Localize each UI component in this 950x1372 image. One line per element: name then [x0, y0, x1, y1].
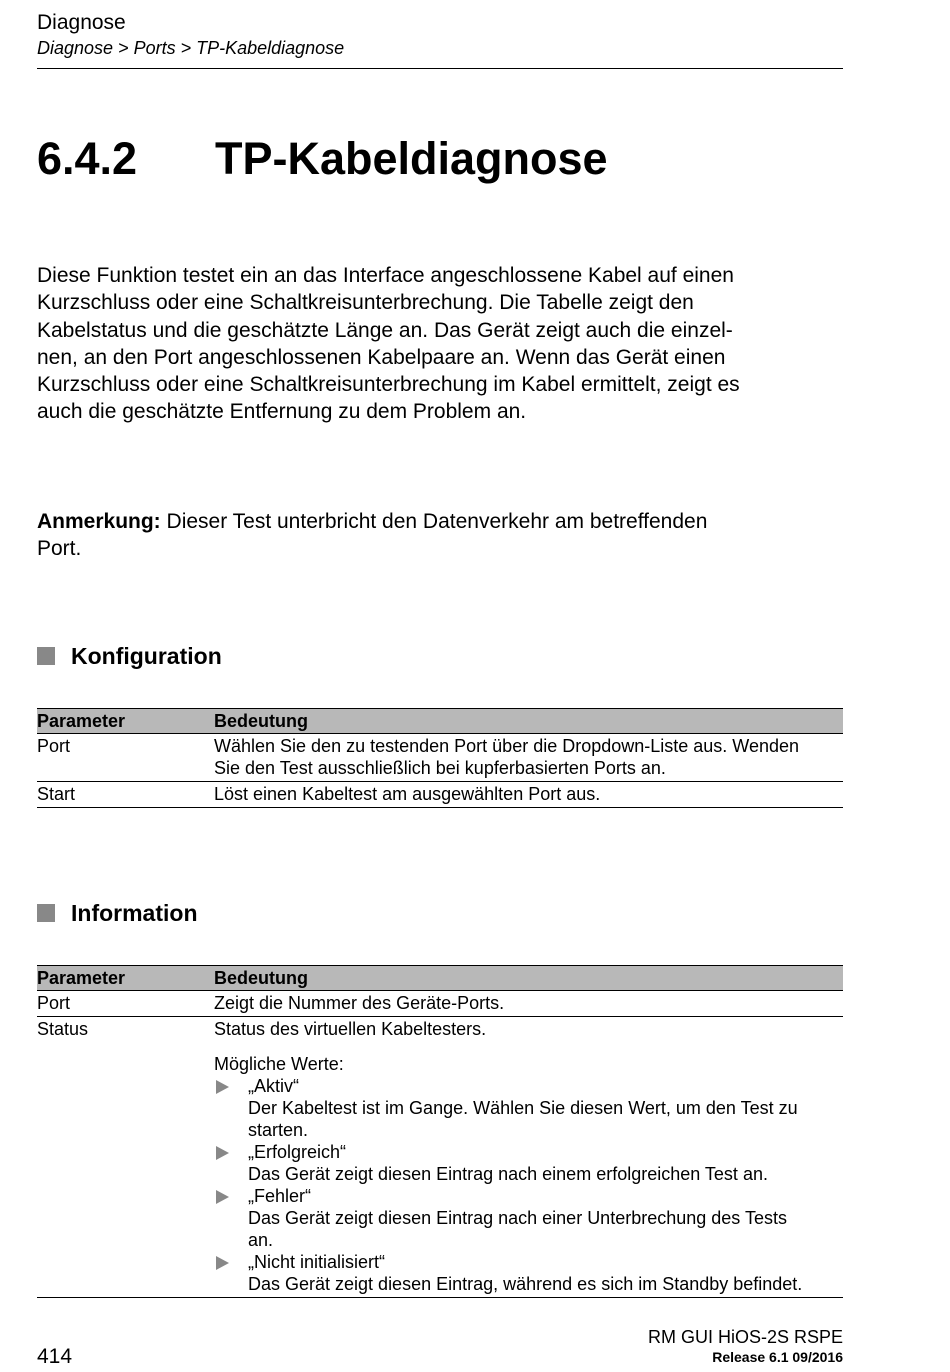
column-header-parameter: Parameter — [37, 709, 214, 734]
square-bullet-icon — [37, 904, 55, 922]
parameter-cell: Port — [37, 734, 214, 782]
list-item — [214, 1251, 843, 1295]
value-description: Das Gerät zeigt diesen Eintrag nach einem erfolgreichen Test an. — [248, 1164, 768, 1184]
triangle-bullet-icon — [216, 1146, 229, 1160]
intro-line: Diese Funktion testet ein an das Interface angeschlossene Kabel auf einen — [37, 264, 734, 287]
bedeutung-line: Sie den Test ausschließlich bei kupferbasierten Ports an. — [214, 758, 666, 778]
value-name: „Fehler“ — [248, 1186, 312, 1206]
bedeutung-cell — [214, 1017, 843, 1298]
note-label: Anmerkung: — [37, 510, 161, 533]
parameter-cell: Start — [37, 782, 214, 808]
list-item — [214, 1185, 843, 1251]
column-header-bedeutung: Bedeutung — [214, 966, 843, 991]
bedeutung-cell — [214, 734, 843, 782]
table-row — [37, 1017, 843, 1298]
page-number: 414 — [37, 1345, 73, 1368]
table-header-row — [37, 966, 843, 991]
konfiguration-table — [37, 708, 843, 808]
information-table — [37, 965, 843, 1298]
triangle-bullet-icon — [216, 1190, 229, 1204]
table-row — [37, 734, 843, 782]
information-heading-label: Information — [71, 900, 198, 926]
list-item — [214, 1075, 843, 1141]
note-text: Dieser Test unterbricht den Datenverkehr am betreffenden — [160, 510, 708, 533]
bedeutung-line: Wählen Sie den zu testenden Port über die Dropdown-Liste aus. Wenden — [214, 736, 800, 756]
header-divider — [37, 68, 843, 69]
table-row — [37, 782, 843, 808]
konfiguration-heading — [37, 643, 222, 670]
intro-line: Kurzschluss oder eine Schaltkreisunterbrechung. Die Tabelle zeigt den — [37, 291, 694, 315]
release-info: Release 6.1 09/2016 — [712, 1349, 843, 1365]
intro-paragraph — [37, 262, 843, 426]
value-description: Das Gerät zeigt diesen Eintrag nach einer Unterbrechung des Tests — [248, 1208, 787, 1228]
section-title: TP-Kabeldiagnose — [215, 133, 608, 184]
column-header-bedeutung: Bedeutung — [214, 709, 843, 734]
intro-line: Kurzschluss oder eine Schaltkreisunterbrechung im Kabel ermittelt, zeigt es — [37, 373, 740, 397]
table-header-row — [37, 709, 843, 734]
possible-values-label: Mögliche Werte: — [214, 1054, 344, 1074]
konfiguration-heading-label: Konfiguration — [71, 643, 222, 669]
information-heading — [37, 900, 198, 927]
section-heading — [37, 133, 608, 185]
value-description: an. — [248, 1230, 274, 1250]
bedeutung-cell: Zeigt die Nummer des Geräte-Ports. — [214, 991, 843, 1017]
breadcrumb: Diagnose > Ports > TP-Kabeldiagnose — [37, 38, 345, 58]
bedeutung-cell: Löst einen Kabeltest am ausgewählten Port aus. — [214, 782, 843, 808]
triangle-bullet-icon — [216, 1080, 229, 1094]
triangle-bullet-icon — [216, 1256, 229, 1270]
note-text: Port. — [37, 537, 82, 561]
value-description: starten. — [248, 1120, 309, 1140]
status-description: Status des virtuellen Kabeltesters. — [214, 1019, 487, 1039]
note-paragraph — [37, 508, 843, 563]
value-name: „Aktiv“ — [248, 1076, 299, 1096]
square-bullet-icon — [37, 647, 55, 665]
value-description: Der Kabeltest ist im Gange. Wählen Sie diesen Wert, um den Test zu — [248, 1098, 798, 1118]
list-item — [214, 1141, 843, 1185]
column-header-parameter: Parameter — [37, 966, 214, 991]
value-name: „Nicht initialisiert“ — [248, 1252, 386, 1272]
document-name: RM GUI HiOS-2S RSPE — [647, 1327, 843, 1347]
running-header-title: Diagnose — [37, 11, 126, 34]
possible-values-list — [214, 1075, 843, 1295]
intro-line: auch die geschätzte Entfernung zu dem Problem an. — [37, 400, 527, 424]
intro-line: nen, an den Port angeschlossenen Kabelpaare an. Wenn das Gerät einen — [37, 345, 726, 369]
table-row — [37, 991, 843, 1017]
intro-line: Kabelstatus und die geschätzte Länge an. Das Gerät zeigt auch die einzel- — [37, 318, 733, 342]
parameter-cell: Status — [37, 1017, 214, 1298]
value-name: „Erfolgreich“ — [248, 1142, 347, 1162]
parameter-cell: Port — [37, 991, 214, 1017]
section-number: 6.4.2 — [37, 133, 138, 184]
value-description: Das Gerät zeigt diesen Eintrag, während es sich im Standby befindet. — [248, 1274, 803, 1294]
